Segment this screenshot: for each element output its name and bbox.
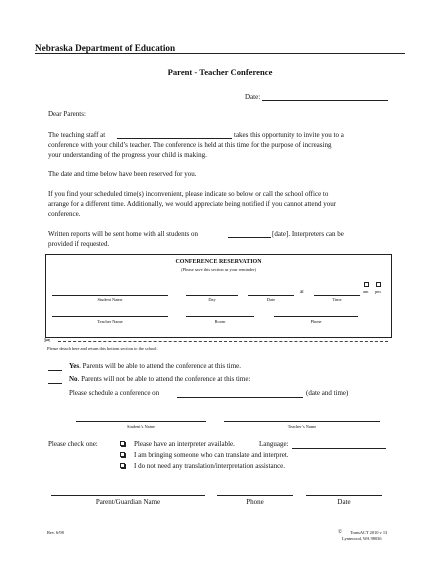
- teacher-name-caption: Teacher Name: [97, 319, 123, 324]
- option-interpreter: Please have an interpreter available.: [134, 440, 235, 448]
- pm-label: pm: [375, 289, 381, 294]
- para3-line2: arrange for a different time. Additionally, we would appreciate being notified if you cannot attend your: [48, 200, 337, 208]
- detach-instruction: Please detach here and return this bottom section to the school.: [47, 346, 158, 351]
- students-name-line[interactable]: [76, 421, 206, 422]
- reservation-subtitle: (Please save this section as your reminder): [181, 267, 256, 272]
- students-name-caption: Student’s Name: [127, 424, 155, 429]
- report-date-line[interactable]: [228, 237, 271, 238]
- interpreter-checkbox[interactable]: [120, 441, 125, 446]
- para3-line3: conference.: [48, 210, 81, 218]
- student-name-caption: Student Name: [97, 297, 123, 302]
- para1-line2: conference with your child’s teacher. The conference is held at this time for the purpose of increasing: [48, 141, 332, 149]
- day-caption: Day: [208, 297, 216, 302]
- parent-date-line[interactable]: [306, 495, 382, 496]
- room-caption: Room: [214, 319, 226, 324]
- reservation-title: CONFERENCE RESERVATION: [175, 259, 262, 265]
- date-line[interactable]: [248, 295, 294, 296]
- header-rule: [35, 53, 405, 54]
- parent-date-caption: Date: [337, 498, 351, 506]
- no-label: No: [69, 375, 78, 383]
- school-name-line[interactable]: [117, 138, 232, 139]
- teacher-name-line[interactable]: [52, 316, 168, 317]
- day-line[interactable]: [186, 295, 238, 296]
- para3-line1: If you find your scheduled time(s) inconvenient, please indicate so below or call the school office to: [48, 190, 329, 198]
- parent-name-caption: Parent/Guardian Name: [95, 498, 161, 506]
- time-line[interactable]: [314, 295, 360, 296]
- parent-phone-line[interactable]: [217, 495, 293, 496]
- pm-checkbox[interactable]: [376, 282, 381, 287]
- am-label: am: [363, 289, 369, 294]
- no-assistance-checkbox[interactable]: [120, 463, 125, 468]
- date-caption: Date: [266, 297, 276, 302]
- no-text: . Parents will not be able to attend the conference at this time:: [77, 375, 251, 383]
- scissors-icon: ✂: [44, 336, 51, 345]
- para4-line1-a: Written reports will be sent home with all students on: [48, 230, 198, 238]
- conference-reservation-box: [45, 254, 392, 338]
- para2: The date and time below have been reserved for you.: [48, 170, 197, 178]
- option-translator: I am bringing someone who can translate and interpret.: [134, 451, 289, 459]
- no-mark-line[interactable]: [48, 383, 62, 384]
- language-line[interactable]: [292, 448, 386, 449]
- para1-line1-b: takes this opportunity to invite you to a: [234, 131, 344, 139]
- am-checkbox[interactable]: [364, 282, 369, 287]
- time-caption: Time: [332, 297, 342, 302]
- transact-version: TransACT 2010 v 13: [350, 530, 388, 535]
- organization-name: Nebraska Department of Education: [35, 43, 176, 53]
- para1-line1-a: The teaching staff at: [48, 131, 106, 139]
- yes-label: Yes: [69, 362, 80, 370]
- phone-caption: Phone: [310, 319, 322, 324]
- date-field-line[interactable]: [262, 100, 388, 101]
- yes-text: . Parents will be able to attend the conference at this time.: [79, 362, 242, 370]
- phone-line[interactable]: [274, 316, 358, 317]
- schedule-text: Please schedule a conference on: [69, 389, 160, 397]
- at-label: at: [300, 289, 304, 295]
- room-line[interactable]: [186, 316, 254, 317]
- copyright-symbol: ©: [338, 529, 342, 535]
- option-no-assistance: I do not need any translation/interpretation assistance.: [134, 462, 286, 470]
- transact-location: Lynnwood, WA 98036: [342, 536, 382, 541]
- teachers-name-caption: Teacher’s Name: [287, 424, 317, 429]
- form-title: Parent - Teacher Conference: [167, 67, 273, 77]
- parent-phone-caption: Phone: [246, 498, 264, 506]
- greeting: Dear Parents:: [48, 110, 86, 118]
- language-label: Language:: [259, 440, 289, 448]
- check-one-label: Please check one:: [48, 440, 98, 448]
- translator-checkbox[interactable]: [120, 452, 125, 457]
- date-time-text: (date and time): [306, 389, 349, 397]
- para1-line3: your understanding of the progress your child is making.: [48, 151, 207, 159]
- yes-mark-line[interactable]: [48, 370, 62, 371]
- yes-statement: [69, 362, 241, 371]
- date-label: Date:: [245, 93, 261, 101]
- schedule-date-line[interactable]: [177, 397, 303, 398]
- para4-line1-b: [date]. Interpreters can be: [272, 230, 344, 238]
- revision-date: Rev. 6/98: [47, 530, 64, 535]
- detach-dashed-line: [58, 341, 388, 342]
- no-statement: [69, 375, 250, 384]
- student-name-line[interactable]: [52, 295, 168, 296]
- parent-name-line[interactable]: [51, 495, 205, 496]
- teachers-name-line[interactable]: [224, 421, 380, 422]
- para4-line2: provided if requested.: [48, 240, 110, 248]
